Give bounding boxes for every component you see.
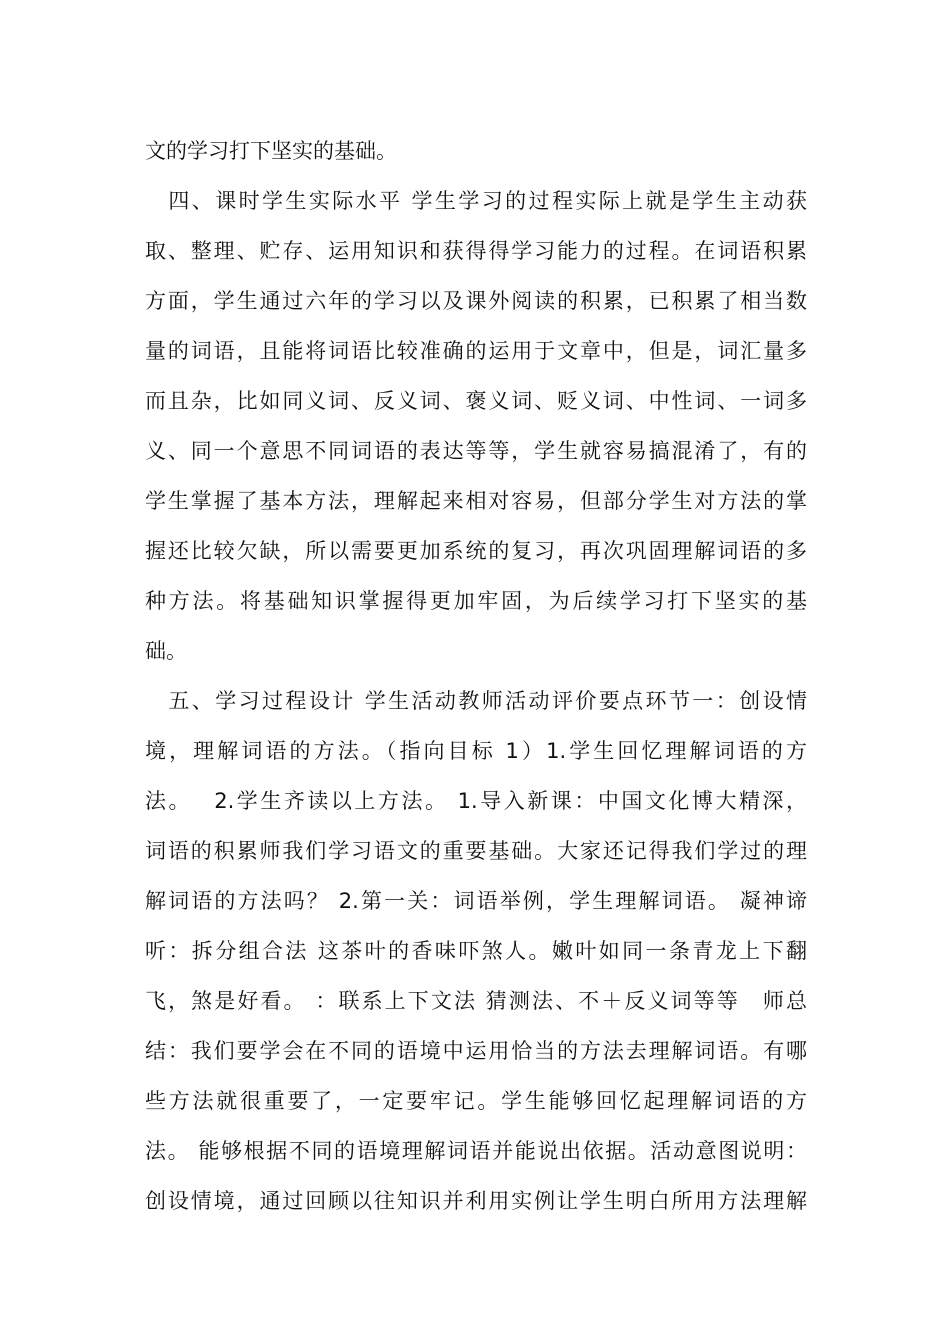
- text-line: 创设情境，通过回顾以往知识并利用实例让学生明白所用方法理解: [145, 1189, 807, 1213]
- text-line: 解词语的方法吗？ 2.第一关：词语举例，学生理解词语。 凝神谛: [145, 889, 807, 913]
- text-line: 法。 2.学生齐读以上方法。 1.导入新课：中国文化博大精深，: [145, 789, 807, 813]
- text-line: 取、整理、贮存、运用知识和获得得学习能力的过程。在词语积累: [145, 239, 807, 263]
- text-line: 握还比较欠缺，所以需要更加系统的复习，再次巩固理解词语的多: [145, 539, 807, 563]
- text-line: 文的学习打下坚实的基础。: [145, 139, 397, 163]
- text-line: 学生掌握了基本方法，理解起来相对容易，但部分学生对方法的掌: [145, 489, 807, 513]
- text-line: 飞，煞是好看。 ：联系上下文法 猜测法、不＋反义词等等 师总: [145, 989, 807, 1013]
- text-line: 法。 能够根据不同的语境理解词语并能说出依据。活动意图说明：: [145, 1139, 807, 1163]
- document-body: [145, 126, 807, 1226]
- text-line: 量的词语，且能将词语比较准确的运用于文章中，但是，词汇量多: [145, 339, 807, 363]
- text-line: 方面，学生通过六年的学习以及课外阅读的积累，已积累了相当数: [145, 289, 807, 313]
- text-line: 四、课时学生实际水平 学生学习的过程实际上就是学生主动获: [145, 189, 807, 213]
- text-line: 五、学习过程设计 学生活动教师活动评价要点环节一：创设情: [145, 689, 807, 713]
- text-line: 词语的积累师我们学习语文的重要基础。大家还记得我们学过的理: [145, 839, 807, 863]
- text-line: 种方法。将基础知识掌握得更加牢固，为后续学习打下坚实的基: [145, 589, 807, 613]
- text-line: 境，理解词语的方法。（指向目标 1）1.学生回忆理解词语的方: [145, 739, 807, 763]
- text-line: 义、同一个意思不同词语的表达等等，学生就容易搞混淆了，有的: [145, 439, 807, 463]
- text-line: 础。: [145, 639, 187, 663]
- text-line: 听：拆分组合法 这茶叶的香味吓煞人。嫩叶如同一条青龙上下翻: [145, 939, 807, 963]
- text-line: 而且杂，比如同义词、反义词、褒义词、贬义词、中性词、一词多: [145, 389, 807, 413]
- text-line: 结：我们要学会在不同的语境中运用恰当的方法去理解词语。有哪: [145, 1039, 807, 1063]
- text-line: 些方法就很重要了，一定要牢记。学生能够回忆起理解词语的方: [145, 1089, 807, 1113]
